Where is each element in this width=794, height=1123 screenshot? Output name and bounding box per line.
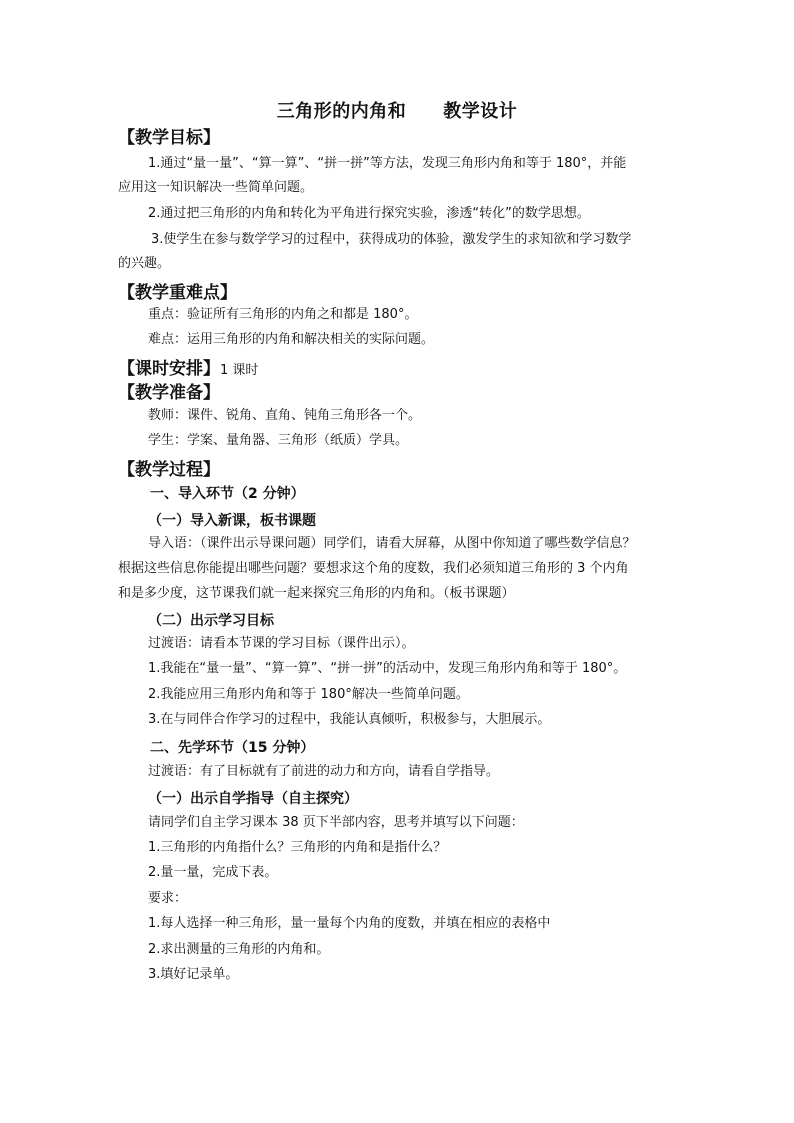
difficulty-line: 难点：运用三角形的内角和解决相关的实际问题。 — [148, 332, 435, 347]
part1-sub2-title: （二）出示学习目标 — [148, 613, 274, 629]
part1-sub2-line-1: 过渡语：请看本节课的学习目标（课件出示）。 — [148, 636, 415, 651]
part2-line-1: 请同学们自主学习课本 38 页下半部内容，思考并填写以下问题： — [148, 815, 524, 830]
objectives-line-1: 1.通过“量一量”、“算一算”、“拼一拼”等方法，发现三角形内角和等于 180°，并能 — [148, 156, 627, 171]
part1-sub1-line-3: 和是多少度，这节课我们就一起来探究三角形的内角和。（板书课题） — [118, 586, 515, 601]
part1-sub1-line-1: 导入语：（课件出示导课问题）同学们，请看大屏幕，从图中你知道了哪些数学信息？ — [148, 536, 636, 551]
part1-sub2-line-4: 3.在与同伴合作学习的过程中，我能认真倾听，积极参与，大胆展示。 — [148, 712, 551, 727]
objectives-line-4: 3.使学生在参与数学学习的过程中，获得成功的体验，激发学生的求知欲和学习数学 — [151, 232, 632, 247]
part1-sub1-line-2: 根据这些信息你能提出哪些问题？要想求这个角的度数，我们必须知道三角形的 3 个内角 — [118, 561, 629, 576]
part1-sub2-line-2: 1.我能在“量一量”、“算一算”、“拼一拼”的活动中，发现三角形内角和等于 180°。 — [148, 661, 627, 676]
part2-intro: 过渡语：有了目标就有了前进的动力和方向，请看自学指导。 — [148, 764, 500, 779]
preparation-student: 学生：学案、量角器、三角形（纸质）学具。 — [148, 433, 409, 448]
part2-line-4: 要求： — [148, 891, 188, 906]
objectives-line-5: 的兴趣。 — [118, 256, 171, 271]
schedule-label: 【课时安排】 — [118, 359, 220, 379]
objectives-line-3: 2.通过把三角形的内角和转化为平角进行探究实验，渗透“转化”的数学思想。 — [148, 206, 590, 221]
part2-line-2: 1.三角形的内角指什么？三角形的内角和是指什么？ — [148, 840, 447, 855]
preparation-heading: 【教学准备】 — [118, 383, 220, 403]
process-heading: 【教学过程】 — [118, 460, 220, 480]
part2-line-5: 1.每人选择一种三角形，量一量每个内角的度数，并填在相应的表格中 — [148, 916, 551, 931]
objectives-line-2: 应用这一知识解决一些简单问题。 — [118, 180, 314, 195]
part2-sub1-title: （一）出示自学指导（自主探究） — [148, 791, 358, 807]
key-point-line: 重点：验证所有三角形的内角之和都是 180°。 — [148, 307, 418, 322]
part2-title: 二、先学环节（15 分钟） — [150, 740, 315, 756]
key-points-heading: 【教学重难点】 — [118, 283, 237, 303]
objectives-heading: 【教学目标】 — [118, 128, 220, 148]
part1-title: 一、导入环节（2 分钟） — [150, 486, 305, 502]
part1-sub1-title: （一）导入新课，板书课题 — [148, 513, 316, 529]
part1-sub2-line-3: 2.我能应用三角形内角和等于 180°解决一些简单问题。 — [148, 687, 469, 702]
preparation-teacher: 教师：课件、锐角、直角、钝角三角形各一个。 — [148, 408, 422, 423]
part2-line-6: 2.求出测量的三角形的内角和。 — [148, 942, 330, 957]
schedule-value: 1 课时 — [220, 363, 259, 378]
document-title: 三角形的内角和 教学设计 — [276, 101, 518, 122]
part2-line-3: 2.量一量，完成下表。 — [148, 865, 278, 880]
part2-line-7: 3.填好记录单。 — [148, 967, 239, 982]
schedule-heading — [118, 354, 258, 379]
